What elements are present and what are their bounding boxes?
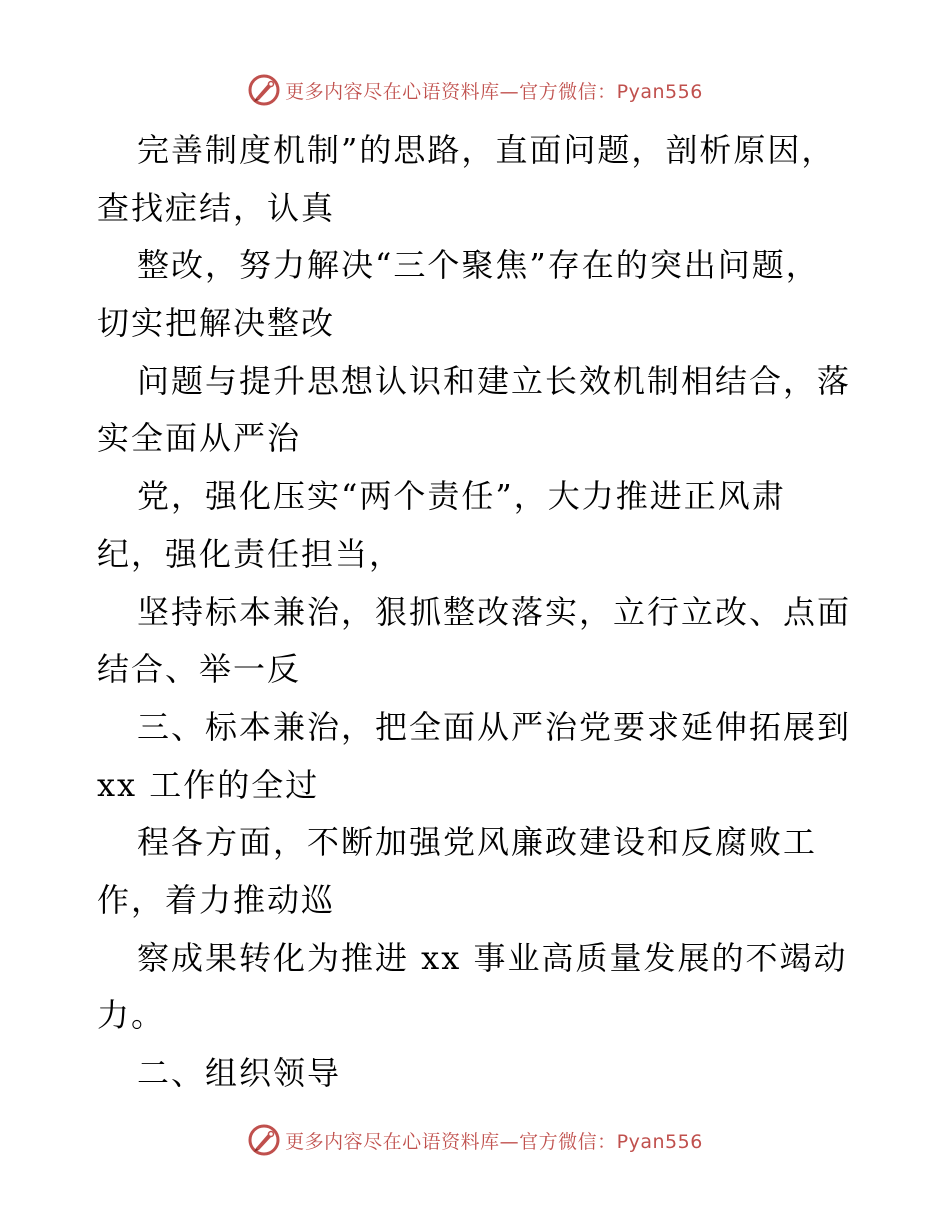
text-line: 纪，强化责任担当， <box>97 534 404 573</box>
document-body <box>97 122 857 1103</box>
text-line: 实全面从严治 <box>97 419 302 458</box>
text-line: 作，着力推动巡 <box>97 880 336 919</box>
watermark-text: 更多内容尽在心语资料库—官方微信：Pyan556 <box>285 1130 703 1153</box>
text-line: 切实把解决整改 <box>97 304 336 343</box>
section-heading: 二、组织领导 <box>137 1054 342 1092</box>
pen-logo-icon <box>247 1123 281 1157</box>
watermark-text: 更多内容尽在心语资料库—官方微信：Pyan556 <box>285 80 703 103</box>
text-line: 坚持标本兼治，狠抓整改落实，立行立改、点面 <box>137 592 852 631</box>
text-line: 党，强化压实“两个责任”，大力推进正风肃 <box>137 477 786 516</box>
text-line: xx 工作的全过 <box>97 765 320 804</box>
footer-watermark <box>0 1122 950 1158</box>
text-line: 查找症结，认真 <box>97 188 336 227</box>
text-line: 完善制度机制”的思路，直面问题，剖析原因， <box>137 131 836 169</box>
text-line: 整改，努力解决“三个聚焦”存在的突出问题， <box>137 246 820 285</box>
text-line: 问题与提升思想认识和建立长效机制相结合，落 <box>137 361 852 400</box>
text-line: 结合、举一反 <box>97 650 302 689</box>
pen-logo-icon <box>247 73 281 107</box>
text-line: 力。 <box>97 996 166 1035</box>
header-watermark <box>0 72 950 108</box>
text-line: 察成果转化为推进 xx 事业高质量发展的不竭动 <box>137 938 848 977</box>
text-line: 三、标本兼治，把全面从严治党要求延伸拓展到 <box>137 707 852 746</box>
text-line: 程各方面，不断加强党风廉政建设和反腐败工 <box>137 823 818 862</box>
